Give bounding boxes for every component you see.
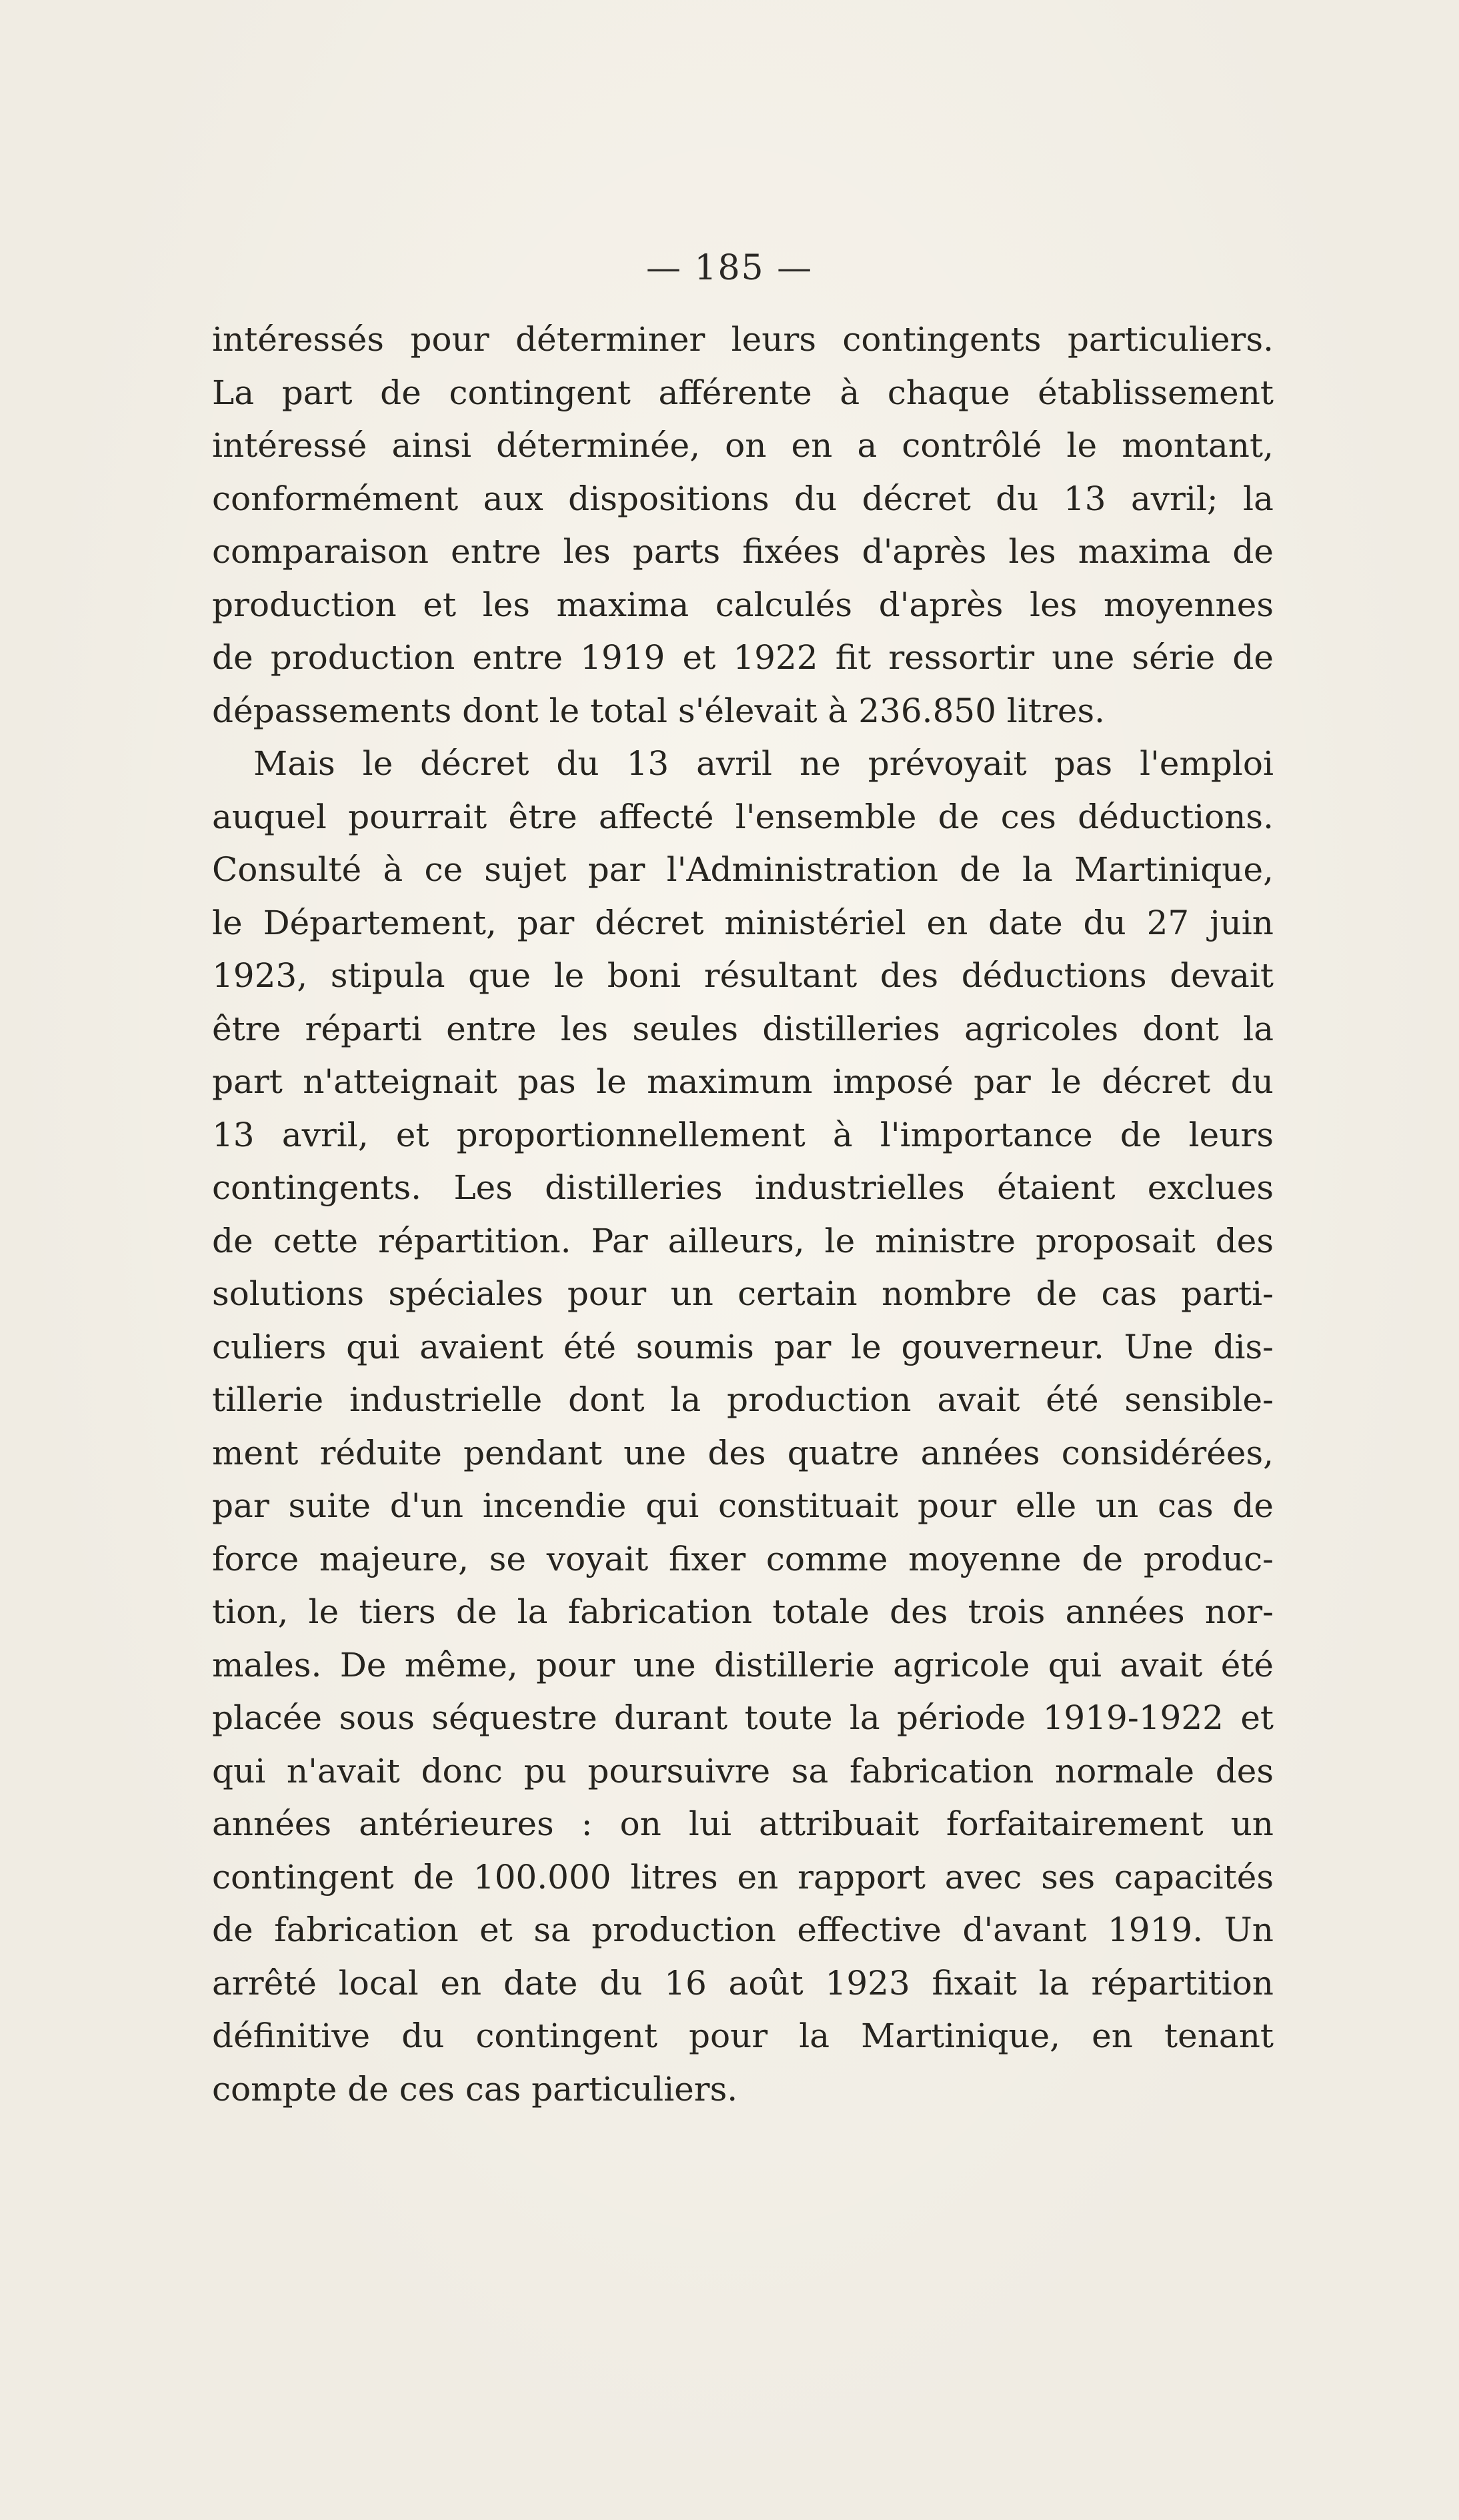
text-line: intéressés pour déterminer leurs contingents particuliers. [212, 320, 1274, 359]
paragraph-2 [212, 738, 1274, 2116]
text-line: compte de ces cas particuliers. [212, 2069, 738, 2109]
text-line: conformément aux dispositions du décret du 13 avril; la [212, 479, 1274, 518]
text-line: solutions spéciales pour un certain nombre de cas parti- [212, 1274, 1274, 1313]
text-line: de fabrication et sa production effective d'avant 1919. Un [212, 1911, 1274, 1949]
text-line: tillerie industrielle dont la production avait été sensible- [212, 1380, 1274, 1419]
text-line: qui n'avait donc pu poursuivre sa fabrication normale des [212, 1751, 1274, 1790]
text-line: définitive du contingent pour la Martinique, en tenant [212, 2017, 1274, 2055]
text-line: males. De même, pour une distillerie agricole qui avait été [212, 1645, 1274, 1684]
text-line: placée sous séquestre durant toute la période 1919-1922 et [212, 1698, 1274, 1737]
paragraph-1 [212, 313, 1274, 738]
text-line: contingents. Les distilleries industrielles étaient exclues [212, 1168, 1274, 1207]
text-line: production et les maxima calculés d'après les moyennes [212, 585, 1274, 624]
text-line: de production entre 1919 et 1922 fit ressortir une série de [212, 638, 1274, 677]
text-line: ment réduite pendant une des quatre années considérées, [212, 1433, 1274, 1472]
text-line: tion, le tiers de la fabrication totale des trois années nor- [212, 1592, 1274, 1631]
text-line: arrêté local en date du 16 août 1923 fixait la répartition [212, 1963, 1274, 2003]
text-line: 1923, stipula que le boni résultant des déductions devait [212, 956, 1274, 995]
text-line: par suite d'un incendie qui constituait pour elle un cas de [212, 1486, 1274, 1525]
text-line: force majeure, se voyait fixer comme moyenne de produc- [212, 1539, 1274, 1578]
text-line: années antérieures : on lui attribuait forfaitairement un [212, 1804, 1274, 1843]
text-line: auquel pourrait être affecté l'ensemble de ces déductions. [212, 797, 1274, 836]
text-line: intéressé ainsi déterminée, on en a contrôlé le montant, [212, 426, 1274, 465]
text-line: La part de contingent afférente à chaque établissement [212, 373, 1274, 412]
text-line: Consulté à ce sujet par l'Administration de la Martinique, [212, 850, 1274, 889]
text-line: part n'atteignait pas le maximum imposé par le décret du [212, 1062, 1274, 1101]
text-line: le Département, par décret ministériel en date du 27 juin [212, 903, 1274, 942]
body-text [212, 313, 1274, 2116]
text-line: Mais le décret du 13 avril ne prévoyait pas l'emploi [253, 744, 1274, 783]
text-line: être réparti entre les seules distilleries agricoles dont la [212, 1009, 1274, 1048]
text-line: 13 avril, et proportionnellement à l'importance de leurs [212, 1115, 1274, 1154]
text-line: de cette répartition. Par ailleurs, le ministre proposait des [212, 1221, 1274, 1260]
text-line: comparaison entre les parts fixées d'après les maxima de [212, 532, 1274, 571]
page-number: — 185 — [645, 248, 814, 288]
text-line: dépassements dont le total s'élevait à 236.850 litres. [212, 691, 1106, 730]
text-line: culiers qui avaient été soumis par le gouverneur. Une dis- [212, 1327, 1274, 1366]
text-line: contingent de 100.000 litres en rapport avec ses capacités [212, 1857, 1274, 1897]
